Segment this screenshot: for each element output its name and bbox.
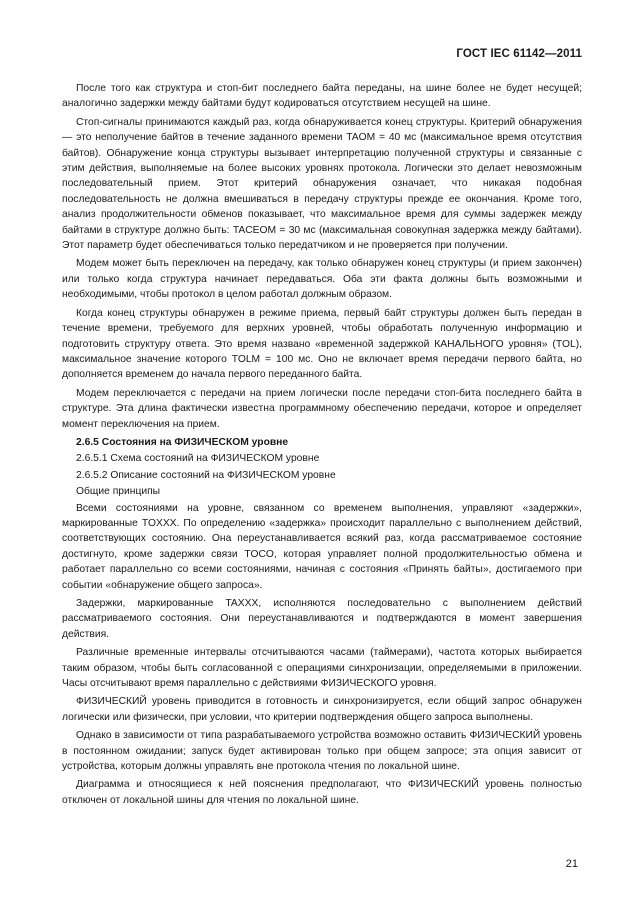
paragraph: ФИЗИЧЕСКИЙ уровень приводится в готовность и синхронизируется, если общий запрос обнаружен логически или физически, при условии, что критерии подтверждения общего запроса выполнены.: [62, 696, 582, 723]
standard-header: ГОСТ IEC 61142—2011: [456, 48, 582, 60]
paragraph: Всеми состояниями на уровне, связанном со временем выполнения, управляют «задержки», маркированные TOXXX. По определению «задержка» происходит параллельно с выполнением действий, соответствующих состоянию. Она переустанавливается всякий раз, когда рассматриваемое состояние достигнуто, кроме задержки связи TOCO, которая управляет полной продолжительностью обмена и работает параллельно со всеми состояниями, начиная с состояния «Принять байты», достигаемого при событии «обнаружение общего запроса».: [62, 502, 582, 591]
paragraph: Задержки, маркированные TAXXX, исполняются последовательно с выполнением действий рассматриваемого состояния. Они переустанавливаются и подтверждаются в момент завершения действия.: [62, 598, 582, 640]
paragraph: Различные временные интервалы отсчитываются часами (таймерами), частота которых выбирается таким образом, чтобы быть согласованной с операциями синхронизации, определяемыми в приложении. Часы отсчитывают время параллельно с действиями ФИЗИЧЕСКОГО уровня.: [62, 647, 582, 690]
subsection-heading: Общие принципы: [76, 486, 161, 498]
body-text: [62, 81, 582, 811]
paragraph: Диаграмма и относящиеся к ней пояснения предполагают, что ФИЗИЧЕСКИЙ уровень полностью отключен от локальной шины для чтения по локальной шине.: [62, 779, 582, 806]
paragraph: После того как структура и стоп-бит последнего байта переданы, на шине более не будет несущей; аналогично задержки между байтами будут кодироваться отсутствием несущей на шине.: [62, 83, 582, 110]
paragraph: Модем может быть переключен на передачу, как только обнаружен конец структуры (и прием закончен) или только когда структура начинает передаваться. Оба эти факта должны быть возможными и необходимыми, чтобы протокол в целом работал должным образом.: [62, 258, 582, 301]
subsection-heading: 2.6.5.1 Схема состояний на ФИЗИЧЕСКОМ уровне: [76, 453, 320, 465]
paragraph: Модем переключается с передачи на прием логически после передачи стоп-бита последнего байта в структуре. Эта длина фактически известна программному обеспечению передачи, которое и определяет момент переключения на прием.: [62, 387, 582, 430]
paragraph: Стоп-сигналы принимаются каждый раз, когда обнаруживается конец структуры. Критерий обнаружения — это неполучение байтов в течение заданного времени TAOM = 40 мс (максимальное время отсутствия байтов). Обнаружение конца структуры вызывает интерпретацию полученной структуры и связанные с этим действия, выполняемые на более высоких уровнях протокола. Логически это делает невозможным последовательный прием. Этот критерий обнаружения означает, что никакая подобная последовательность не должна вмешиваться в передачу структуры прежде ее окончания. Кроме того, анализ продолжительности обменов показывает, что максимальное время для суммы задержек между байтами в структуре должно быть: TACEOM = 30 мс (максимальная совокупная задержка между байтами). Этот параметр будет обеспечиваться только передатчиком и не проверяется при получении.: [62, 116, 582, 252]
paragraph: Когда конец структуры обнаружен в режиме приема, первый байт структуры должен быть передан в течение времени, требуемого для верхних уровней, чтобы обработать полученную информацию и подготовить структуру ответа. Это время названо «временной задержкой КАНАЛЬНОГО уровня» (TOL), максимальное значение которого TOLM = 100 мс. Оно не включает время передачи первого байта, но дополняется временем до начала первого переданного байта.: [62, 307, 582, 381]
paragraph: Однако в зависимости от типа разрабатываемого устройства возможно оставить ФИЗИЧЕСКИЙ уровень в постоянном ожидании; запуск будет активирован только при общем запросе; эта опция зависит от устройства, которым должны управлять вне протокола чтения по локальной шине.: [62, 730, 582, 773]
subsection-heading: 2.6.5.2 Описание состояний на ФИЗИЧЕСКОМ уровне: [76, 469, 336, 481]
page-number: 21: [565, 858, 578, 870]
section-heading: 2.6.5 Состояния на ФИЗИЧЕСКОМ уровне: [76, 436, 289, 448]
